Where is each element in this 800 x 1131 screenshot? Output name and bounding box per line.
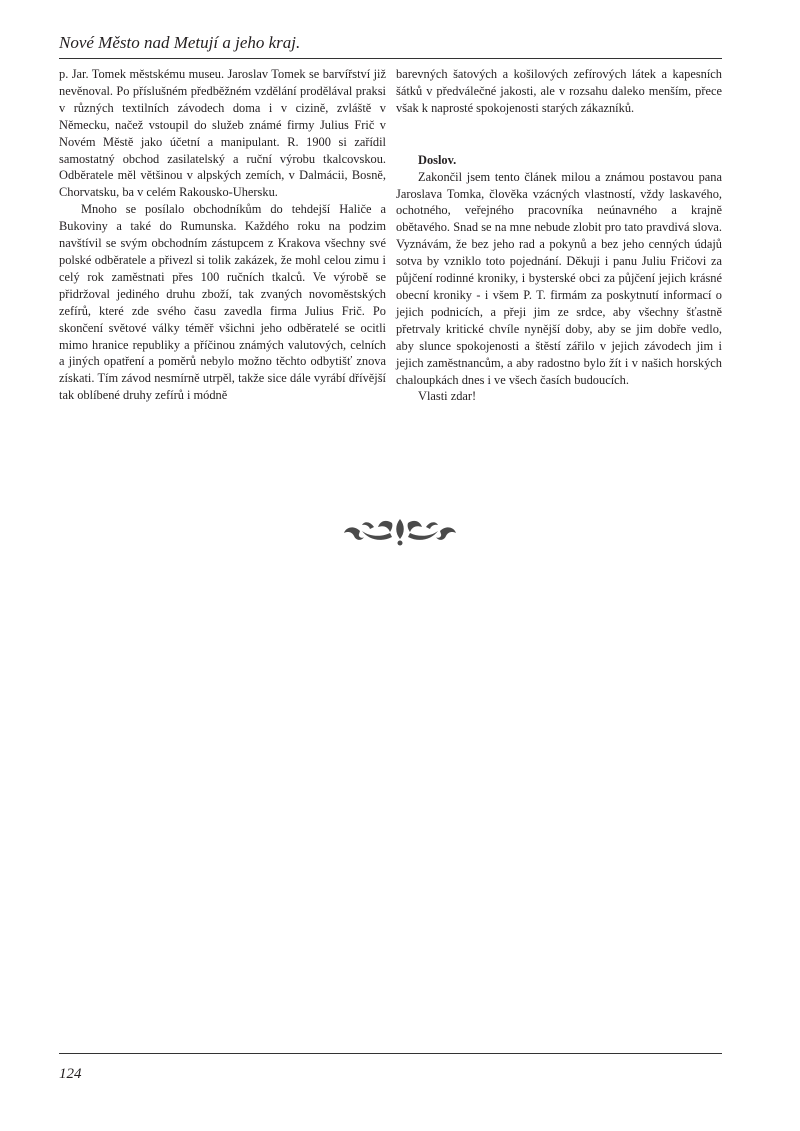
floral-ornament-icon — [340, 515, 460, 549]
afterword-paragraph: Zakončil jsem tento článek milou a známou postavou pana Jaroslava Tomka, člověka vzácných vlastností, vždy laskavého, ochotného, veřejného pracovníka neúnavného a krajně obětavého. Snad se na mne nebude zlobit pro tato pravdivá slova. Vyznávám, že bez jeho rad a pokynů a bez jeho cenných údajů sotva by vzniklo toto pojednání. Děkuji i panu Juliu Fričovi za půjčení rodinné kroniky, i bysterské obci za půjčení jejich krásné obecní kroniky - i všem P. T. firmám za poskytnutí informací o jejich podnicích, a přeji jim ze srdce, aby všechny šťastně přetrvaly kritické chvíle nynější doby, aby se jim dobře vedlo, aby slunce spokojenosti a štěstí zářilo v jejich závodech jim i jejich zaměstnancům, a aby radostno bylo žít i v našich horských chaloupkách dnes i ve všech časích budoucích. — [396, 169, 722, 387]
closing-salutation: Vlasti zdar! — [418, 389, 477, 404]
right-text-column — [396, 66, 722, 405]
continuation-paragraph: barevných šatových a košilových zefírových látek a kapesních šátků v předválečné jakosti, ale v rozsahu daleko menším, přece však k naprosté spokojenosti starých zákazníků. — [396, 67, 722, 115]
body-paragraph: Mnoho se posílalo obchodníkům do tehdejší Haliče a Bukoviny a také do Rumunska. Každého roku na podzim navštívil se svým obchodním zástupcem z Krakova všechny své polské odběratele a přivezl si tolik zakázek, že mohl celou zimu i celý rok zaměstnati přes 100 ručních tkalců. Ve výrobě se přidržoval jediného druhu zboží, tak zvaných novoměstských zefírů, které zde svého času zavedla firma Julius Frič. Po skončení světové války téměř všichni jeho odběratelé se ocitli mimo hranice republiky a příčinou známých valutových, celních a jiných opatření a poměrů nebylo možno těchto odbytišť znova získati. Tím závod nesmírně utrpěl, takže sice dále vyrábí dřívější tak oblíbené druhy zefírů i módně — [59, 202, 386, 403]
page-number: 124 — [59, 1066, 82, 1082]
footer-rule — [59, 1053, 722, 1054]
running-header-title: Nové Město nad Metují a jeho kraj. — [59, 33, 301, 52]
afterword-heading: Doslov. — [418, 152, 457, 167]
header-rule — [59, 58, 722, 59]
left-text-column — [59, 66, 386, 404]
body-paragraph: p. Jar. Tomek městskému museu. Jaroslav Tomek se barvířství již nevěnoval. Po příslušném předběžném vzdělání prodělával praksi v různých textilních závodech doma i v cizině, zvláště v Německu, načež vstoupil do služeb známé firmy Julius Frič v Novém Městě jako účetní a manipulant. R. 1900 si zařídil samostatný obchod zasilatelský a ruční výrobu tkalcovskou. Odběratele měl většinou v alpských zemích, v Dalmácii, Bosně, Chorvatsku, ba v celém Rakousko-Uhersku. — [59, 67, 386, 200]
